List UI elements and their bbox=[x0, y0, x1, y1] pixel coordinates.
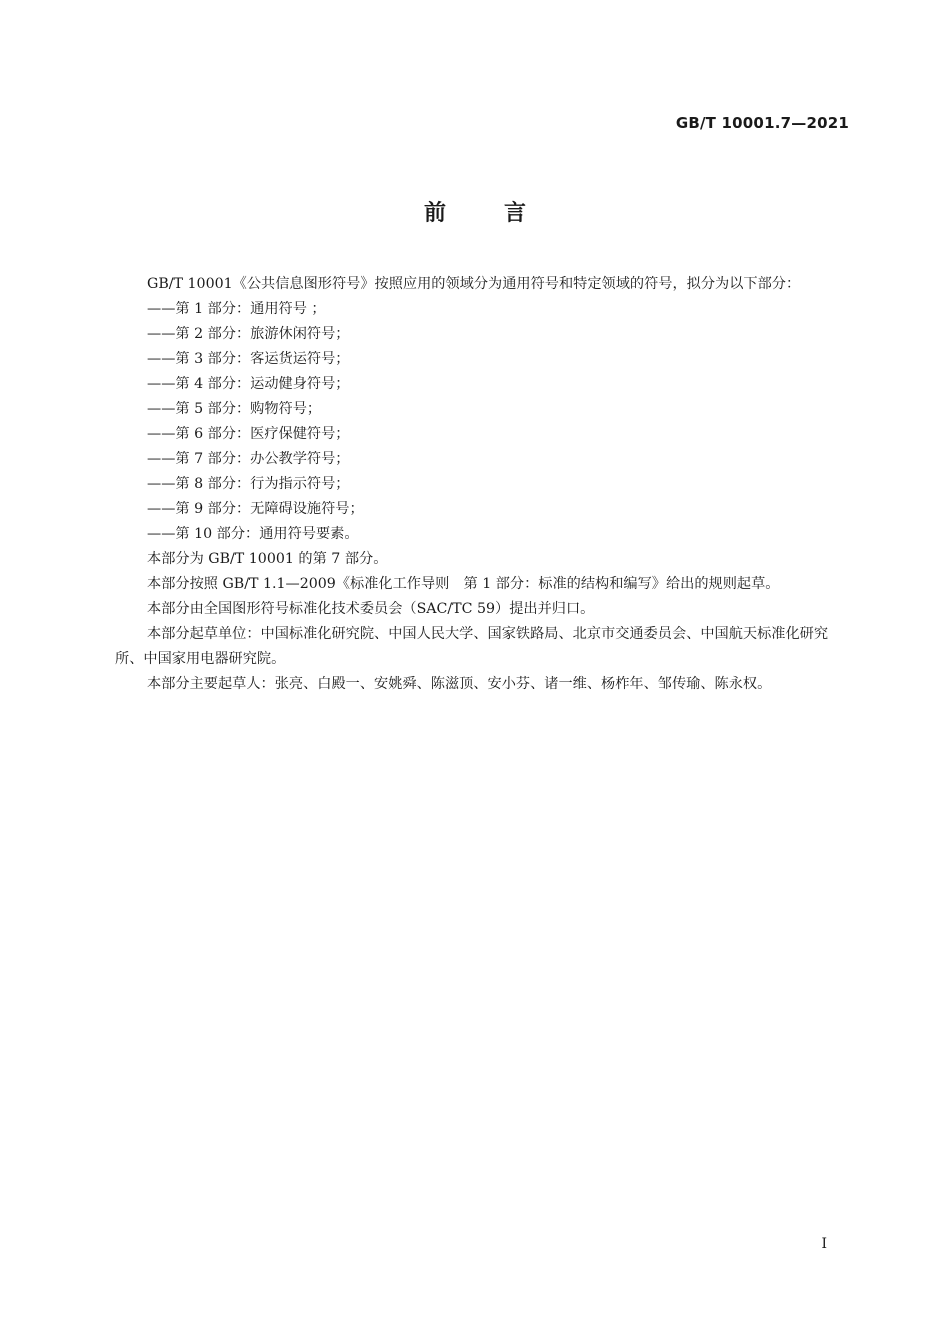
part-list-item: ——第 6 部分：医疗保健符号； bbox=[147, 426, 350, 442]
statement-proposer: 本部分由全国图形符号标准化技术委员会（SAC/TC 59）提出并归口。 bbox=[147, 601, 595, 617]
part-list-item: ——第 7 部分：办公教学符号； bbox=[147, 451, 350, 467]
part-list-item: ——第 4 部分：运动健身符号； bbox=[147, 376, 350, 392]
part-list-item: ——第 2 部分：旅游休闲符号； bbox=[147, 326, 350, 342]
statement-drafters: 本部分主要起草人：张亮、白殿一、安姚舜、陈滋顶、安小芬、诸一维、杨柞年、邹传瑜、陈永权。 bbox=[147, 676, 772, 692]
standard-code: GB/T 10001.7—2021 bbox=[675, 114, 849, 132]
foreword-body bbox=[115, 272, 851, 697]
intro-paragraph: GB/T 10001《公共信息图形符号》按照应用的领域分为通用符号和特定领域的符号，拟分为以下部分： bbox=[147, 276, 801, 292]
part-list-item: ——第 1 部分：通用符号 ； bbox=[147, 301, 326, 317]
statement-drafting-rules: 本部分按照 GB/T 1.1—2009《标准化工作导则 第 1 部分：标准的结构和编写》给出的规则起草。 bbox=[147, 576, 780, 592]
part-list-item: ——第 8 部分：行为指示符号； bbox=[147, 476, 350, 492]
statement-part-number: 本部分为 GB/T 10001 的第 7 部分。 bbox=[147, 551, 388, 567]
part-list-item: ——第 9 部分：无障碍设施符号； bbox=[147, 501, 364, 517]
part-list-item: ——第 3 部分：客运货运符号； bbox=[147, 351, 350, 367]
part-list-item: ——第 5 部分：购物符号； bbox=[147, 401, 322, 417]
statement-drafting-units: 本部分起草单位：中国标准化研究院、中国人民大学、国家铁路局、北京市交通委员会、中国航天标准化研究所、中国家用电器研究院。 bbox=[115, 626, 829, 667]
page-title: 前言 bbox=[423, 201, 584, 226]
part-list-item: ——第 10 部分：通用符号要素。 bbox=[147, 526, 359, 542]
page-number: I bbox=[821, 1236, 827, 1252]
